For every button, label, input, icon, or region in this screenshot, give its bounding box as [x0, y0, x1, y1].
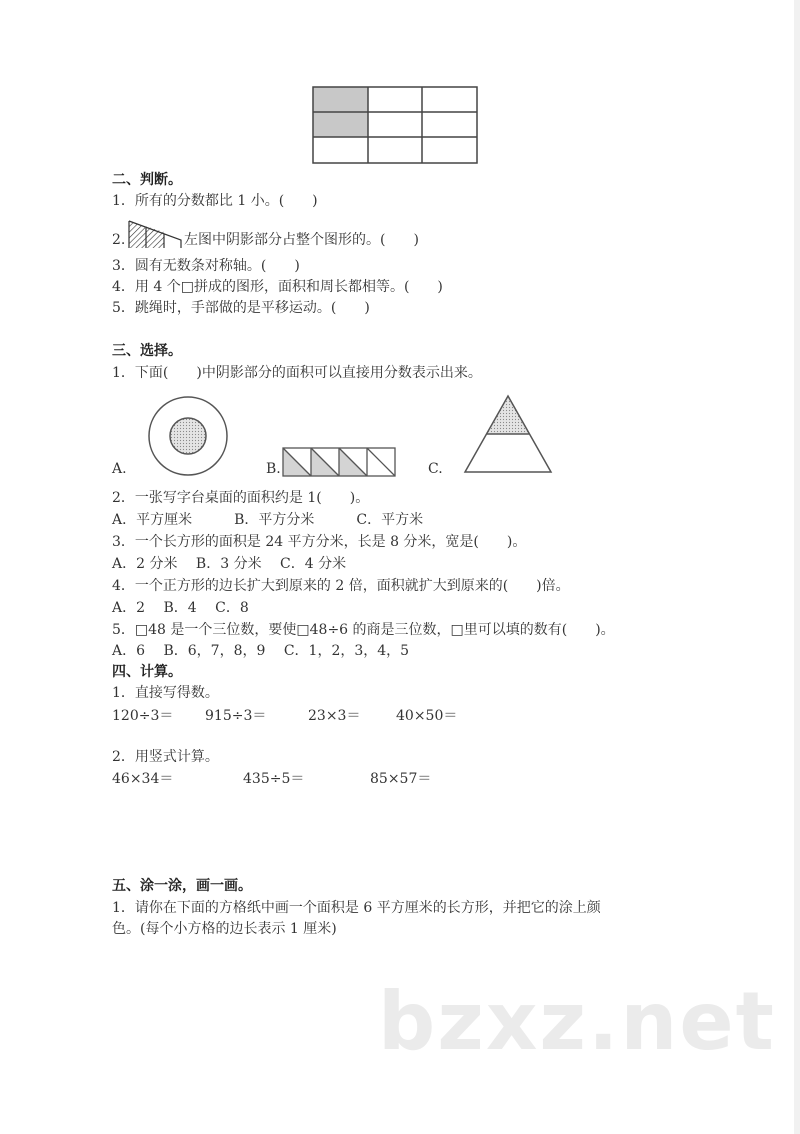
choose-q4-options: A．2 B．4 C．8 [112, 600, 249, 616]
page-edge-shadow [794, 0, 800, 1134]
watermark: bzxz.net [378, 975, 776, 1068]
calc-item: 120÷3＝ [112, 708, 174, 724]
ring-figure [146, 394, 230, 478]
calc-item: 435÷5＝ [243, 771, 305, 787]
judge-item-3: 3．圆有无数条对称轴。( ) [112, 258, 300, 274]
judge-item-4: 4．用 4 个□拼成的图形，面积和周长都相等。( ) [112, 279, 443, 295]
trapezoid-shaded-figure [126, 218, 184, 250]
draw-q1-line2: 色。(每个小方格的边长表示 1 厘米) [112, 921, 337, 937]
judge-item-2: 左图中阴影部分占整个图形的。( ) [184, 232, 419, 248]
calc-item: 23×3＝ [308, 708, 361, 724]
triangles-strip-figure [282, 447, 398, 478]
figure-label-a: A. [112, 461, 127, 477]
choose-q4: 4．一个正方形的边长扩大到原来的 2 倍，面积就扩大到原来的( )倍。 [112, 578, 570, 594]
choose-q5-options: A．6 B．6，7，8，9 C．1，2，3，4，5 [112, 643, 410, 659]
calc-item: 40×50＝ [396, 708, 458, 724]
triangle-figure [463, 394, 553, 474]
calc-item: 46×34＝ [112, 771, 174, 787]
choose-q2-options: A．平方厘米 B．平方分米 C．平方米 [112, 512, 424, 528]
section-calc-title: 四、计算。 [112, 664, 182, 680]
section-draw-title: 五、涂一涂，画一画。 [112, 878, 252, 894]
calc-item: 85×57＝ [370, 771, 432, 787]
fraction-grid-figure [312, 86, 480, 166]
figure-label-c: C. [428, 461, 443, 477]
figure-label-b: B. [266, 461, 281, 477]
calc-item: 915÷3＝ [205, 708, 267, 724]
choose-q3-options: A．2 分米 B．3 分米 C．4 分米 [112, 556, 347, 572]
judge-item-2-number: 2. [112, 232, 126, 248]
section-choose-title: 三、选择。 [112, 343, 182, 359]
calc-q1: 1．直接写得数。 [112, 685, 219, 701]
section-judge-title: 二、判断。 [112, 172, 182, 188]
choose-q2: 2．一张写字台桌面的面积约是 1( )。 [112, 490, 370, 506]
judge-item-1: 1．所有的分数都比 1 小。( ) [112, 193, 318, 209]
choose-q5: 5．□48 是一个三位数，要使□48÷6 的商是三位数，□里可以填的数有( )。 [112, 622, 615, 638]
draw-q1-line1: 1．请你在下面的方格纸中画一个面积是 6 平方厘米的长方形，并把它的涂上颜 [112, 900, 601, 916]
choose-q1: 1．下面( )中阴影部分的面积可以直接用分数表示出来。 [112, 365, 482, 381]
calc-q2: 2．用竖式计算。 [112, 749, 219, 765]
judge-item-5: 5．跳绳时，手部做的是平移运动。( ) [112, 300, 370, 316]
choose-q3: 3．一个长方形的面积是 24 平方分米，长是 8 分米，宽是( )。 [112, 534, 527, 550]
